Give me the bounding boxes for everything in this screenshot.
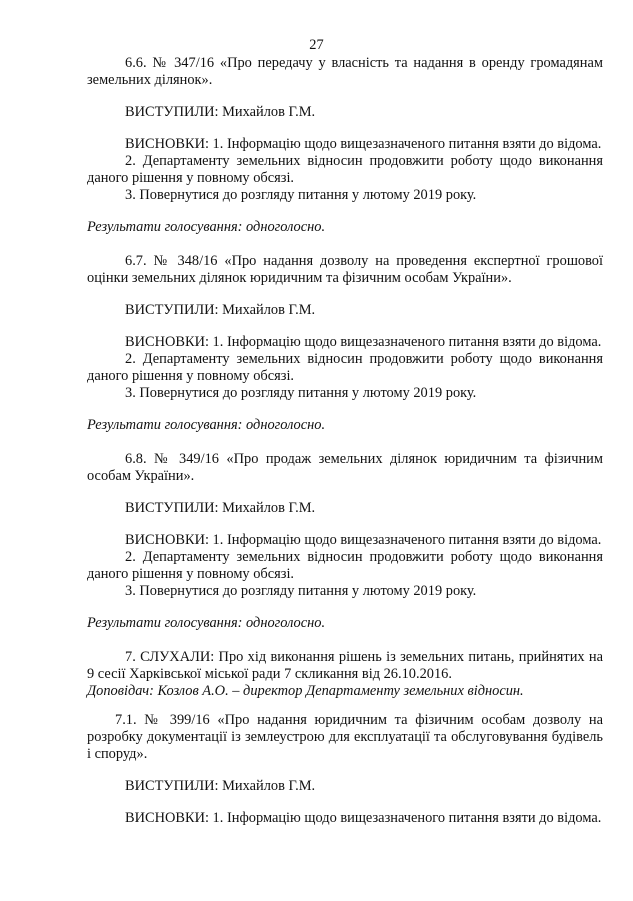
agenda-item-6-8	[87, 451, 603, 632]
agenda-item-6-7	[87, 253, 603, 434]
item-title: 6.7. № 348/16 «Про надання дозволу на проведення експертної грошової оцінки земельних ділянок юридичним та фізичним особам України».	[87, 253, 603, 286]
conclusion-1: ВИСНОВКИ: 1. Інформацію щодо вищезазначеного питання взяти до відома.	[125, 136, 602, 152]
item-title: 6.8. № 349/16 «Про продаж земельних ділянок юридичним та фізичним особам України».	[87, 451, 603, 484]
conclusion-2: 2. Департаменту земельних відносин продовжити роботу щодо виконання даного рішення у повному обсязі.	[87, 549, 603, 582]
speakers-line: ВИСТУПИЛИ: Михайлов Г.М.	[125, 500, 316, 516]
speakers-line: ВИСТУПИЛИ: Михайлов Г.М.	[125, 778, 316, 794]
vote-result: Результати голосування: одноголосно.	[87, 615, 326, 631]
agenda-item-6-6	[87, 55, 603, 236]
item-title: 6.6. № 347/16 «Про передачу у власність та надання в оренду громадянам земельних ділянок».	[87, 55, 603, 88]
heard-line: 7. СЛУХАЛИ: Про хід виконання рішень із земельних питань, прийнятих на 9 сесії Харківської міської ради 7 скликання від 26.10.2016.	[87, 649, 603, 682]
conclusion-2: 2. Департаменту земельних відносин продовжити роботу щодо виконання даного рішення у повному обсязі.	[87, 351, 603, 384]
agenda-item-7-1	[87, 712, 603, 827]
vote-result: Результати голосування: одноголосно.	[87, 219, 326, 235]
reporter-line: Доповідач: Козлов А.О. – директор Департаменту земельних відносин.	[87, 683, 524, 699]
conclusion-1: ВИСНОВКИ: 1. Інформацію щодо вищезазначеного питання взяти до відома.	[125, 532, 602, 548]
conclusion-3: 3. Повернутися до розгляду питання у лютому 2019 року.	[125, 583, 477, 599]
speakers-line: ВИСТУПИЛИ: Михайлов Г.М.	[125, 104, 316, 120]
agenda-section-7	[87, 649, 603, 700]
page-number: 27	[309, 37, 324, 53]
conclusion-3: 3. Повернутися до розгляду питання у лютому 2019 року.	[125, 187, 477, 203]
vote-result: Результати голосування: одноголосно.	[87, 417, 326, 433]
document-body	[87, 55, 603, 827]
conclusion-3: 3. Повернутися до розгляду питання у лютому 2019 року.	[125, 385, 477, 401]
conclusion-1: ВИСНОВКИ: 1. Інформацію щодо вищезазначеного питання взяти до відома.	[125, 334, 602, 350]
speakers-line: ВИСТУПИЛИ: Михайлов Г.М.	[125, 302, 316, 318]
conclusion-1: ВИСНОВКИ: 1. Інформацію щодо вищезазначеного питання взяти до відома.	[125, 810, 602, 826]
item-title: 7.1. № 399/16 «Про надання юридичним та фізичним особам дозволу на розробку документації із землеустрою для експлуатації та обслуговування будівель і споруд».	[87, 712, 603, 762]
conclusion-2: 2. Департаменту земельних відносин продовжити роботу щодо виконання даного рішення у повному обсязі.	[87, 153, 603, 186]
